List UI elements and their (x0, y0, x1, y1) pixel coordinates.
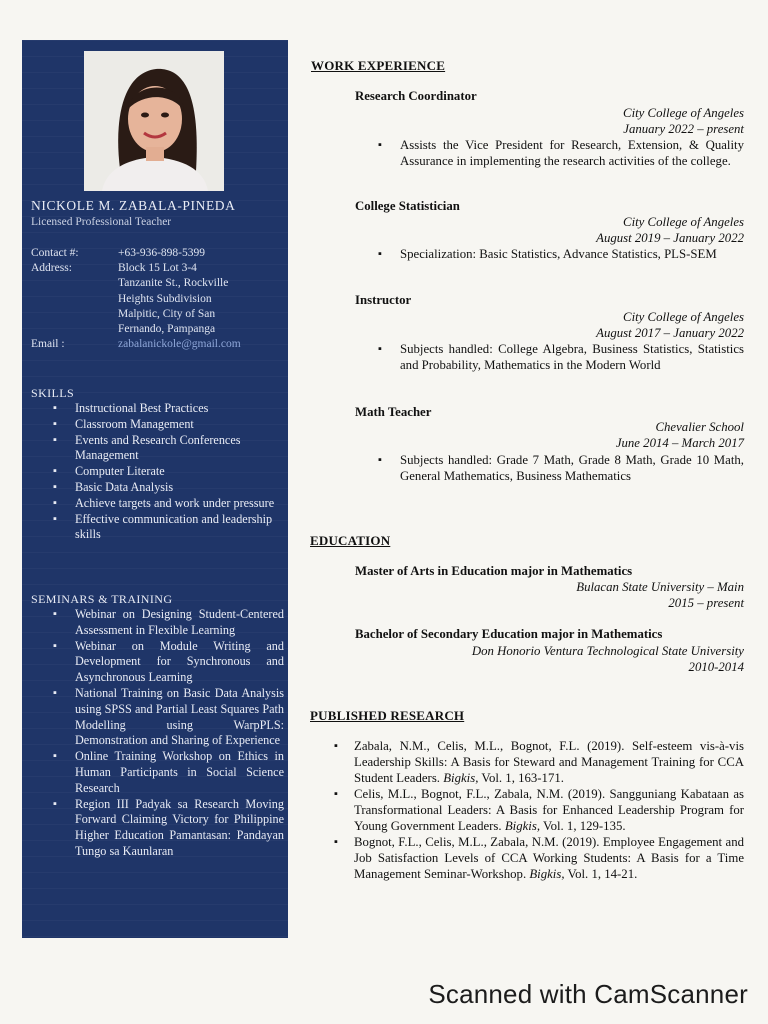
profile-role: Licensed Professional Teacher (31, 216, 172, 228)
address-row (31, 261, 278, 337)
school-info (472, 643, 744, 675)
job-employer (596, 214, 744, 246)
address-line: Fernando, Pampanga (118, 323, 216, 336)
citation-text: Celis, M.L., Bognot, F.L., Zabala, N.M. (2019). Sangguniang Kabataan as Transformational Leaders: A Basis for Enhanced Leadership Program for Young Government Leaders. (354, 787, 744, 833)
list-item: ▪ Assists the Vice President for Research, Extension, & Quality Assurance in implementing the research activities of the college. (378, 137, 744, 169)
job-bullets (378, 137, 744, 169)
contact-info (31, 246, 278, 352)
job-title: Math Teacher (355, 405, 432, 419)
employer-name: City College of Angeles (623, 106, 744, 120)
job-employer (623, 105, 744, 137)
published-research-heading: PUBLISHED RESEARCH (310, 708, 465, 723)
skills-title: SKILLS (31, 386, 75, 400)
job-bullets (378, 341, 744, 373)
list-item (332, 786, 744, 834)
list-item: ▪ National Training on Basic Data Analysis using SPSS and Partial Least Squares Path Modelling using WarpPLS: Demonstration and Sharing of Experience (52, 686, 284, 749)
job-title: Research Coordinator (355, 89, 477, 103)
address-line: Block 15 Lot 3-4 (118, 262, 197, 275)
education-heading: EDUCATION (310, 533, 391, 548)
list-item: ▪ Webinar on Designing Student-Centered Assessment in Flexible Learning (52, 607, 284, 639)
employer-name: Chevalier School (655, 420, 744, 434)
citation-text: Bognot, F.L., Celis, M.L., Zabala, N.M. (2019). Employee Engagement and Job Satisfaction Levels of CCA Working Students: A Basis for a Time Management Seminar-Workshop. (354, 835, 744, 881)
list-item: ▪ Basic Data Analysis (52, 480, 280, 496)
citation-volume: Vol. 1, 163-171. (478, 771, 564, 785)
employment-dates: August 2017 – January 2022 (596, 326, 744, 340)
list-item: ▪ Webinar on Module Writing and Development for Synchronous and Asynchronous Learning (52, 639, 284, 686)
seminars-title: SEMINARS & TRAINING (31, 592, 173, 606)
profile-name: NICKOLE M. ZABALA-PINEDA (31, 198, 236, 213)
camscanner-watermark: Scanned with CamScanner (428, 979, 748, 1009)
list-item (332, 834, 744, 882)
list-item: ▪ Computer Literate (52, 464, 280, 480)
job-bullets (378, 246, 744, 262)
journal-name: Bigkis, (504, 819, 541, 833)
job-title: Instructor (355, 293, 412, 307)
employment-dates: August 2019 – January 2022 (596, 231, 744, 245)
address-line: Malpitic, City of San (118, 307, 216, 320)
school-info (576, 579, 744, 611)
list-item: ▪ Instructional Best Practices (52, 401, 280, 417)
address-line: Tanzanite St., Rockville (118, 277, 229, 290)
citation-volume: Vol. 1, 14-21. (564, 867, 638, 881)
school-name: Bulacan State University – Main (576, 580, 744, 594)
list-item (332, 738, 744, 786)
skills-list (52, 401, 280, 543)
list-item: ▪ Achieve targets and work under pressure (52, 496, 280, 512)
employer-name: City College of Angeles (623, 310, 744, 324)
contact-number: +63-936-898-5399 (118, 247, 205, 259)
citation-volume: Vol. 1, 129-135. (540, 819, 626, 833)
job-bullets (378, 452, 744, 484)
list-item: ▪ Online Training Workshop on Ethics in Human Participants in Social Science Research (52, 749, 284, 796)
employment-dates: June 2014 – March 2017 (615, 436, 744, 450)
portrait-image (84, 51, 224, 191)
seminars-list (52, 607, 284, 860)
job-employer (596, 309, 744, 341)
school-name: Don Honorio Ventura Technological State University (471, 644, 744, 658)
employment-dates: January 2022 – present (623, 122, 744, 136)
contact-label: Contact #: (31, 247, 79, 259)
email-label: Email : (31, 338, 65, 351)
citation-text: Zabala, N.M., Celis, M.L., Bognot, F.L. (2019). Self-esteem vis-à-vis Leadership Skills: A Basis for Steward and Management Training for CCA Student Leaders. (354, 739, 744, 785)
study-dates: 2015 – present (668, 596, 744, 610)
list-item: ▪ Subjects handled: College Algebra, Business Statistics, Statistics and Probability, Mathematics in the Modern World (378, 341, 744, 373)
study-dates: 2010-2014 (688, 660, 744, 674)
email-row (31, 337, 278, 352)
profile-photo (84, 51, 224, 191)
employer-name: City College of Angeles (623, 215, 744, 229)
job-employer (616, 419, 744, 451)
list-item: ▪ Specialization: Basic Statistics, Advance Statistics, PLS-SEM (378, 246, 744, 262)
sidebar (22, 40, 288, 938)
journal-name: Bigkis, (443, 771, 479, 785)
job-title: College Statistician (355, 199, 460, 213)
degree-title: Bachelor of Secondary Education major in Mathematics (355, 627, 663, 641)
list-item: ▪ Classroom Management (52, 417, 280, 433)
email-link[interactable]: zabalanickole@gmail.com (118, 338, 241, 351)
list-item: ▪ Effective communication and leadership skills (52, 512, 280, 544)
degree-title: Master of Arts in Education major in Mathematics (355, 564, 633, 578)
journal-name: Bigkis, (529, 867, 565, 881)
list-item: ▪ Subjects handled: Grade 7 Math, Grade 8 Math, Grade 10 Math, General Mathematics, Business Mathematics (378, 452, 744, 484)
work-experience-heading: WORK EXPERIENCE (311, 58, 446, 73)
list-item: ▪ Events and Research Conferences Management (52, 433, 280, 465)
address-label: Address: (31, 262, 72, 275)
list-item: ▪ Region III Padyak sa Research Moving Forward Claiming Victory for Philippine Higher Education Pamantasan: Pandayan Tungo sa Kaunlaran (52, 797, 284, 860)
address-line: Heights Subdivision (118, 292, 212, 305)
address-value (118, 261, 278, 337)
publication-list (332, 738, 744, 882)
contact-row (31, 246, 278, 261)
